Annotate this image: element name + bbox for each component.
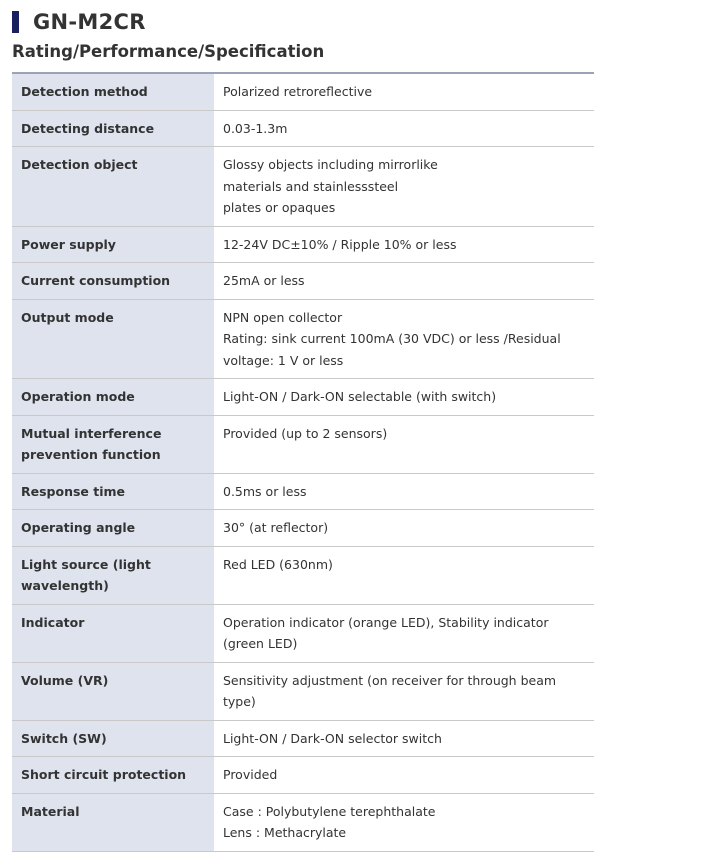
spec-value-line: Glossy objects including mirrorlike (223, 157, 438, 172)
spec-label: Response time (12, 473, 214, 510)
spec-value (214, 510, 594, 547)
spec-value-line: 12-24V DC±10% / Ripple 10% or less (223, 236, 457, 252)
spec-row (12, 379, 594, 416)
page-title: GN-M2CR (33, 10, 146, 34)
spec-label: Volume (VR) (12, 662, 214, 720)
spec-row (12, 546, 594, 604)
spec-value (214, 604, 594, 662)
spec-label: Switch (SW) (12, 720, 214, 757)
spec-value-line: Provided (up to 2 sensors) (223, 425, 388, 441)
spec-label: Detection object (12, 147, 214, 227)
spec-row (12, 226, 594, 263)
spec-value-line: 0.5ms or less (223, 483, 307, 499)
spec-label: Operation mode (12, 379, 214, 416)
spec-value (214, 415, 594, 473)
spec-row (12, 263, 594, 300)
spec-label: Detecting distance (12, 110, 214, 147)
title-accent-bar (12, 11, 19, 33)
spec-value-line: 0.03-1.3m (223, 120, 288, 136)
spec-value-line: plates or opaques (223, 200, 336, 215)
spec-value (214, 110, 594, 147)
spec-value-line: Rating: sink current 100mA (30 VDC) or less /Residual (223, 331, 561, 346)
spec-row (12, 73, 594, 110)
spec-row (12, 720, 594, 757)
spec-table-body (12, 73, 594, 851)
spec-value-line: 25mA or less (223, 273, 305, 288)
spec-value-line: Light-ON / Dark-ON selectable (with switch) (223, 389, 497, 404)
spec-label: Material (12, 793, 214, 851)
spec-label: Power supply (12, 226, 214, 263)
spec-row (12, 793, 594, 851)
spec-value (214, 226, 594, 263)
spec-value-line: Sensitivity adjustment (on receiver for through beam type) (223, 672, 557, 709)
spec-value (214, 73, 594, 110)
spec-value (214, 546, 594, 604)
spec-value-line: NPN open collector (223, 309, 343, 325)
spec-label: Operating angle (12, 510, 214, 547)
spec-value (214, 299, 594, 379)
spec-table (12, 72, 594, 852)
spec-label: Light source (light wavelength) (12, 546, 214, 604)
spec-row (12, 147, 594, 227)
spec-row (12, 473, 594, 510)
spec-value-line: voltage: 1 V or less (223, 352, 344, 368)
spec-label: Indicator (12, 604, 214, 662)
spec-value (214, 793, 594, 851)
section-subtitle: Rating/Performance/Specification (12, 42, 325, 61)
spec-row (12, 757, 594, 794)
spec-value-line: Case : Polybutylene terephthalate (223, 803, 436, 819)
spec-value-line: Lens : Methacrylate (223, 825, 347, 840)
spec-row (12, 604, 594, 662)
spec-row (12, 415, 594, 473)
spec-value (214, 263, 594, 300)
spec-value-line: Red LED (630nm) (223, 556, 333, 572)
spec-label: Current consumption (12, 263, 214, 300)
spec-label: Output mode (12, 299, 214, 379)
spec-label: Detection method (12, 73, 214, 110)
spec-value (214, 757, 594, 794)
spec-label: Short circuit protection (12, 757, 214, 794)
spec-value (214, 379, 594, 416)
spec-value (214, 147, 594, 227)
spec-row (12, 299, 594, 379)
spec-value-line: Polarized retroreflective (223, 84, 373, 99)
spec-row (12, 510, 594, 547)
spec-row (12, 662, 594, 720)
spec-value (214, 473, 594, 510)
spec-value-line: 30° (at reflector) (223, 520, 329, 535)
spec-value-line: materials and stainlesssteel (223, 178, 399, 194)
spec-value-line: Provided (223, 767, 278, 782)
spec-value (214, 720, 594, 757)
spec-row (12, 110, 594, 147)
spec-value-line: Operation indicator (orange LED), Stability indicator (green LED) (223, 614, 549, 651)
title-row (12, 10, 146, 34)
spec-label: Mutual interference prevention function (12, 415, 214, 473)
spec-value-line: Light-ON / Dark-ON selector switch (223, 730, 442, 746)
spec-value (214, 662, 594, 720)
